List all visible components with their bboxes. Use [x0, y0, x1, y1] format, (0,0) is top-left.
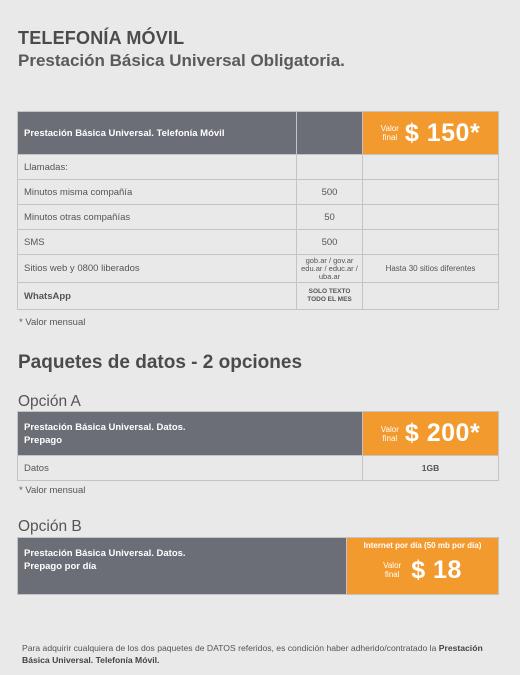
row-value: SOLO TEXTO TODO EL MES	[297, 283, 363, 310]
row-value: 500	[297, 180, 363, 205]
table-row	[18, 456, 499, 481]
row-label: Datos	[18, 456, 363, 481]
row-value: 1GB	[363, 456, 499, 481]
row-label: Llamadas:	[18, 155, 297, 180]
price-label: Valor final	[383, 561, 402, 579]
option-b-table	[17, 537, 499, 595]
row-label: WhatsApp	[18, 283, 297, 310]
internet-label: Internet por día (50 mb por día)	[363, 541, 482, 550]
packages-title: Paquetes de datos - 2 opciones	[18, 352, 303, 373]
table-header-spacer	[297, 112, 363, 155]
row-label: Sitios web y 0800 liberados	[18, 255, 297, 283]
table-row	[18, 155, 499, 180]
row-label: SMS	[18, 230, 297, 255]
row-extra	[363, 155, 499, 180]
monthly-note-a: * Valor mensual	[19, 485, 86, 496]
row-extra: Hasta 30 sitios diferentes	[363, 255, 499, 283]
option-b-header: Prestación Básica Universal. Datos. Prepago por día	[18, 538, 347, 595]
mobile-plan-table	[17, 111, 499, 310]
price-value: $ 150*	[404, 118, 481, 147]
option-a-price-cell	[363, 412, 499, 456]
row-extra	[363, 230, 499, 255]
row-value: 500	[297, 230, 363, 255]
table-row	[18, 255, 499, 283]
row-value: gob.ar / gov.ar edu.ar / educ.ar / uba.ar	[297, 255, 363, 283]
option-a-table	[17, 411, 499, 481]
table-header-label: Prestación Básica Universal. Telefonía Móvil	[24, 127, 225, 139]
footer-bold: Prestación Básica Universal. Telefonía Móvil.	[22, 643, 483, 665]
option-b-title: Opción B	[18, 518, 82, 535]
row-extra	[363, 180, 499, 205]
page-subtitle: Prestación Básica Universal Obligatoria.	[18, 51, 345, 70]
row-label: Minutos otras compañías	[18, 205, 297, 230]
price-label: Valor final	[380, 424, 399, 443]
footer-text: Para adquirir cualquiera de los dos paquetes de DATOS referidos, es condición haber adherido/contratado la	[22, 643, 437, 653]
row-value: 50	[297, 205, 363, 230]
table-row	[18, 230, 499, 255]
price-value: $ 18	[411, 555, 462, 584]
page-title: TELEFONÍA MÓVIL	[18, 28, 185, 48]
price-value: $ 200*	[404, 419, 481, 447]
footer-note	[22, 642, 512, 666]
row-label: Minutos misma compañía	[18, 180, 297, 205]
option-b-price-cell	[347, 538, 499, 595]
table-row	[18, 180, 499, 205]
price-label: Valor final	[380, 124, 399, 142]
row-extra	[363, 205, 499, 230]
row-value	[297, 155, 363, 180]
table-header	[18, 112, 297, 155]
row-extra	[363, 283, 499, 310]
monthly-note: * Valor mensual	[19, 317, 86, 328]
table-row	[18, 283, 499, 310]
table-row	[18, 205, 499, 230]
price-cell	[363, 112, 499, 155]
option-a-header: Prestación Básica Universal. Datos. Prepago	[18, 412, 363, 456]
option-a-title: Opción A	[18, 393, 81, 410]
